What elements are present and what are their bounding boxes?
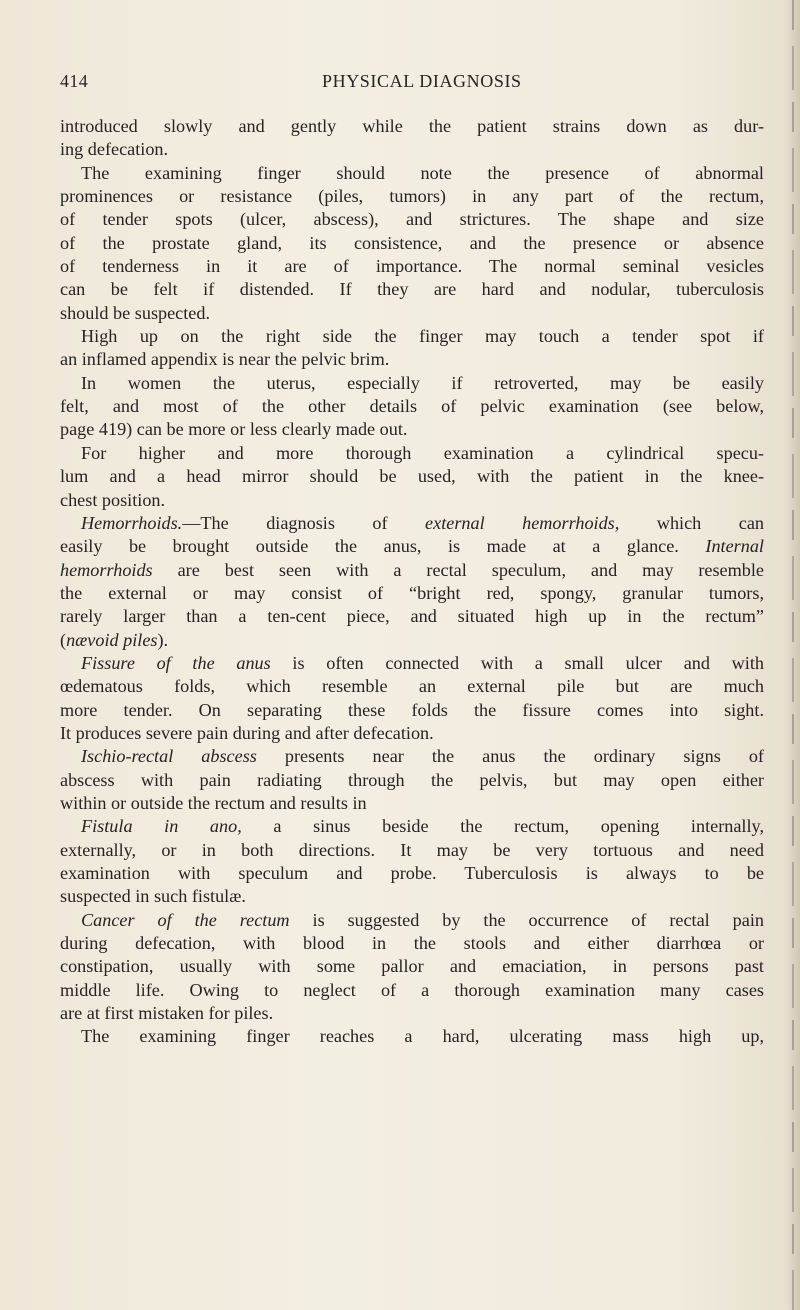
text-line — [60, 418, 764, 441]
text-line — [60, 442, 764, 465]
text-line — [60, 862, 764, 885]
text-line — [60, 979, 764, 1002]
text-line — [60, 955, 764, 978]
text-line — [60, 745, 764, 768]
text-run: more tender. On separating these folds the fissure comes into sight. — [60, 699, 764, 720]
text-run: the external or may consist of “bright red, spongy, granular tumors, — [60, 582, 764, 603]
text-run: abscess with pain radiating through the pelvis, but may open either — [60, 769, 764, 790]
text-run: ). — [157, 629, 169, 650]
text-run: It produces severe pain during and after defecation. — [60, 722, 434, 743]
text-line — [60, 932, 764, 955]
text-run: is often connected with a small ulcer and with — [270, 652, 764, 673]
text-run: lum and a head mirror should be used, with the patient in the knee- — [60, 466, 764, 487]
text-run: externally, or in both directions. It may be very tortuous and need — [60, 839, 764, 860]
running-head: PHYSICAL DIAGNOSIS — [322, 71, 522, 91]
text-line — [60, 909, 764, 932]
text-run: presents near the anus the ordinary signs of — [256, 746, 764, 767]
italic-text: Fissure of the anus — [81, 652, 271, 673]
text-line — [60, 325, 764, 348]
text-line — [60, 1025, 764, 1048]
text-line — [60, 535, 764, 558]
text-run: rarely larger than a ten-cent piece, and situated high up in the rectum” — [60, 606, 764, 627]
text-run: a sinus beside the rectum, opening internally, — [241, 816, 764, 837]
text-run: constipation, usually with some pallor and emaciation, in persons past — [60, 956, 764, 977]
text-line — [60, 489, 764, 512]
italic-text: Fistula in ano, — [81, 816, 242, 837]
text-line — [60, 115, 764, 138]
text-run: suspected in such fistulæ. — [60, 886, 246, 907]
text-line — [60, 629, 764, 652]
text-run: of tender spots (ulcer, abscess), and strictures. The shape and size — [60, 209, 764, 230]
italic-text: external hemorrhoids, — [425, 512, 620, 533]
text-line — [60, 232, 764, 255]
text-run: are at first mistaken for piles. — [60, 1003, 274, 1024]
italic-text: Ischio-rectal abscess — [81, 746, 257, 767]
italic-text: Cancer of the rectum — [81, 909, 290, 930]
text-run: which can — [619, 512, 764, 533]
text-run: introduced slowly and gently while the patient strains down as dur- — [60, 116, 764, 136]
text-run: are best seen with a rectal speculum, and may resemble — [152, 559, 764, 580]
text-line — [60, 348, 764, 371]
text-run: In women the uterus, especially if retroverted, may be easily — [81, 372, 764, 393]
text-line — [60, 815, 764, 838]
text-run: an inflamed appendix is near the pelvic brim. — [60, 349, 390, 370]
text-run: is suggested by the occurrence of rectal pain — [289, 909, 764, 930]
text-run: examination with speculum and probe. Tuberculosis is always to be — [60, 863, 764, 883]
body-text — [60, 115, 764, 1049]
page-header — [60, 71, 762, 97]
text-line — [60, 278, 764, 301]
text-line — [60, 559, 764, 582]
text-line — [60, 885, 764, 908]
text-run: of tenderness in it are of importance. The normal seminal vesicles — [60, 256, 764, 277]
text-run: ing defecation. — [60, 139, 169, 160]
text-line — [60, 839, 764, 862]
text-line — [60, 605, 764, 628]
text-run: page 419) can be more or less clearly made out. — [60, 419, 408, 440]
text-line — [60, 162, 764, 185]
text-line — [60, 138, 764, 161]
text-line — [60, 302, 764, 325]
text-run: The examining finger should note the presence of abnormal — [81, 162, 764, 183]
text-run: chest position. — [60, 489, 166, 510]
text-run: —The diagnosis of — [182, 512, 426, 533]
text-line — [60, 675, 764, 698]
text-run: middle life. Owing to neglect of a thorough examination many cases — [60, 979, 764, 1000]
text-run: High up on the right side the finger may touch a tender spot if — [81, 326, 764, 347]
text-run: felt, and most of the other details of pelvic examination (see below, — [60, 396, 764, 417]
text-line — [60, 722, 764, 745]
text-run: œdematous folds, which resemble an external pile but are much — [60, 676, 764, 697]
text-run: ( — [60, 629, 67, 650]
text-run: should be suspected. — [60, 302, 211, 323]
page-binding-edge — [792, 0, 794, 1310]
text-run: during defecation, with blood in the stools and either diarrhœa or — [60, 933, 764, 954]
text-line — [60, 769, 764, 792]
text-line — [60, 185, 764, 208]
text-line — [60, 465, 764, 488]
text-run: within or outside the rectum and results in — [60, 792, 367, 813]
text-run: The examining finger reaches a hard, ulcerating mass high up, — [81, 1026, 764, 1047]
text-line — [60, 372, 764, 395]
text-line — [60, 512, 764, 535]
text-run: easily be brought outside the anus, is made at a glance. — [60, 536, 706, 557]
text-run: prominences or resistance (piles, tumors) in any part of the rectum, — [60, 186, 764, 207]
italic-text: Internal — [705, 536, 764, 557]
text-line — [60, 582, 764, 605]
italic-text: nævoid piles — [66, 629, 158, 650]
text-line — [60, 792, 764, 815]
text-run: For higher and more thorough examination a cylindrical specu- — [81, 442, 764, 463]
italic-text: Hemorrhoids. — [81, 512, 183, 533]
text-line — [60, 208, 764, 231]
page-number: 414 — [60, 71, 89, 91]
text-line — [60, 395, 764, 418]
text-line — [60, 255, 764, 278]
text-line — [60, 652, 764, 675]
italic-text: hemorrhoids — [60, 559, 153, 580]
text-run: of the prostate gland, its consistence, and the presence or absence — [60, 232, 764, 253]
text-line — [60, 1002, 764, 1025]
text-run: can be felt if distended. If they are hard and nodular, tuberculosis — [60, 279, 764, 300]
text-line — [60, 699, 764, 722]
